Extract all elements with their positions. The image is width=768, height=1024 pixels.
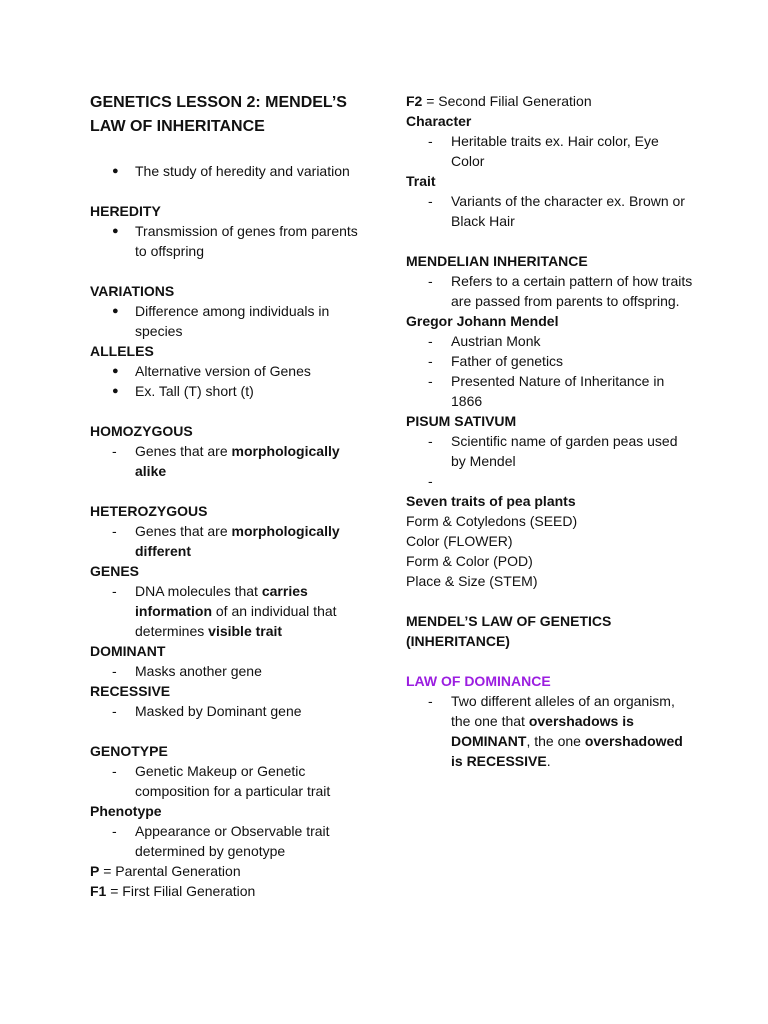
bullet-icon: ● xyxy=(112,165,119,177)
definition-label: F2 xyxy=(406,93,423,109)
item-text: Genes that are xyxy=(135,523,232,539)
dash-icon: - xyxy=(428,353,433,369)
trait-line: Color (FLOWER) xyxy=(406,533,513,549)
item-bold-text: overshadowed is RECESSIVE xyxy=(451,733,683,769)
list-item xyxy=(90,701,370,721)
list-item-empty xyxy=(406,471,696,491)
list-item xyxy=(90,301,370,341)
item-text: Scientific name of garden peas used by Mendel xyxy=(451,433,678,469)
section-heading: VARIATIONS xyxy=(90,283,175,299)
list-item xyxy=(90,581,370,641)
section-heading: DOMINANT xyxy=(90,643,166,659)
list-item xyxy=(90,381,370,401)
item-bold-text: carries information xyxy=(135,583,308,619)
dash-icon: - xyxy=(428,433,433,449)
section-heading: ALLELES xyxy=(90,343,154,359)
list-item xyxy=(90,161,370,181)
right-column xyxy=(406,91,696,771)
definition-text: = Parental Generation xyxy=(99,863,241,879)
bullet-icon: ● xyxy=(112,305,119,317)
trait-line: Form & Cotyledons (SEED) xyxy=(406,513,578,529)
dash-icon: - xyxy=(112,443,117,459)
item-bold-text: morphologically alike xyxy=(135,443,340,479)
dash-icon: - xyxy=(112,823,117,839)
dash-icon: - xyxy=(112,523,117,539)
list-item xyxy=(90,441,370,481)
section-heading: MENDEL’S LAW OF GENETICS (INHERITANCE) xyxy=(406,613,612,649)
dash-icon: - xyxy=(428,333,433,349)
definition-text: = First Filial Generation xyxy=(106,883,256,899)
item-text: Genes that are xyxy=(135,443,232,459)
dash-icon: - xyxy=(428,373,433,389)
item-text: Masked by Dominant gene xyxy=(135,703,302,719)
list-item xyxy=(406,691,696,771)
list-item xyxy=(90,221,370,261)
section-heading: Phenotype xyxy=(90,803,162,819)
item-text: , the one xyxy=(526,733,585,749)
item-text: Genetic Makeup or Genetic composition for a particular trait xyxy=(135,763,331,799)
list-item xyxy=(90,361,370,381)
list-item xyxy=(90,661,370,681)
intro-text: The study of heredity and variation xyxy=(135,163,350,179)
dash-icon: - xyxy=(428,693,433,709)
bullet-icon: ● xyxy=(112,225,119,237)
dash-icon: - xyxy=(112,663,117,679)
item-text: Austrian Monk xyxy=(451,333,541,349)
definition-line xyxy=(90,881,370,901)
list-item xyxy=(406,351,696,371)
item-text: Heritable traits ex. Hair color, Eye Color xyxy=(451,133,659,169)
section-heading: Character xyxy=(406,113,472,129)
section-heading: HEREDITY xyxy=(90,203,161,219)
section-heading: Trait xyxy=(406,173,436,189)
bullet-icon: ● xyxy=(112,365,119,377)
section-heading: GENES xyxy=(90,563,140,579)
law-of-dominance-heading: LAW OF DOMINANCE xyxy=(406,673,551,689)
item-text: Two different alleles of an organism, the one that xyxy=(451,693,675,729)
item-text: DNA molecules that xyxy=(135,583,262,599)
section-heading: HOMOZYGOUS xyxy=(90,423,193,439)
item-text: Variants of the character ex. Brown or Black Hair xyxy=(451,193,685,229)
item-text: Presented Nature of Inheritance in 1866 xyxy=(451,373,665,409)
document-title: GENETICS LESSON 2: MENDEL’S LAW OF INHERITANCE xyxy=(90,94,347,135)
dash-icon: - xyxy=(428,193,433,209)
section-heading: Seven traits of pea plants xyxy=(406,493,576,509)
section-heading: MENDELIAN INHERITANCE xyxy=(406,253,588,269)
item-text: . xyxy=(546,753,551,769)
item-text: Masks another gene xyxy=(135,663,262,679)
list-item xyxy=(406,331,696,351)
definition-line xyxy=(90,861,370,881)
section-heading: Gregor Johann Mendel xyxy=(406,313,559,329)
dash-icon: - xyxy=(428,473,433,489)
list-item xyxy=(406,131,696,171)
item-text: Refers to a certain pattern of how traits are passed from parents to offspring. xyxy=(451,273,693,309)
bullet-icon: ● xyxy=(112,385,119,397)
list-item xyxy=(90,761,370,801)
dash-icon: - xyxy=(428,133,433,149)
trait-line: Form & Color (POD) xyxy=(406,553,533,569)
dash-icon: - xyxy=(112,583,117,599)
item-text: Difference among individuals in species xyxy=(135,303,330,339)
trait-line: Place & Size (STEM) xyxy=(406,573,538,589)
dash-icon: - xyxy=(428,273,433,289)
list-item xyxy=(406,371,696,411)
list-item xyxy=(406,431,696,471)
item-bold-text: overshadows is DOMINANT xyxy=(451,713,634,749)
definition-text: = Second Filial Generation xyxy=(422,93,592,109)
section-heading: HETEROZYGOUS xyxy=(90,503,208,519)
item-text: Appearance or Observable trait determined by genotype xyxy=(135,823,330,859)
list-item xyxy=(406,191,696,231)
definition-label: P xyxy=(90,863,100,879)
item-text: Transmission of genes from parents to offspring xyxy=(135,223,358,259)
item-text: Ex. Tall (T) short (t) xyxy=(135,383,254,399)
item-text: of an individual that determines xyxy=(135,603,337,639)
list-item xyxy=(90,521,370,561)
section-heading: RECESSIVE xyxy=(90,683,171,699)
definition-line xyxy=(406,91,696,111)
section-heading: GENOTYPE xyxy=(90,743,168,759)
dash-icon: - xyxy=(112,703,117,719)
dash-icon: - xyxy=(112,763,117,779)
item-text: Father of genetics xyxy=(451,353,564,369)
list-item xyxy=(90,821,370,861)
definition-label: F1 xyxy=(90,883,107,899)
list-item xyxy=(406,271,696,311)
item-bold-text: morphologically different xyxy=(135,523,340,559)
item-bold-text: visible trait xyxy=(208,623,283,639)
section-heading: PISUM SATIVUM xyxy=(406,413,517,429)
left-column xyxy=(90,91,370,901)
item-text: Alternative version of Genes xyxy=(135,363,311,379)
